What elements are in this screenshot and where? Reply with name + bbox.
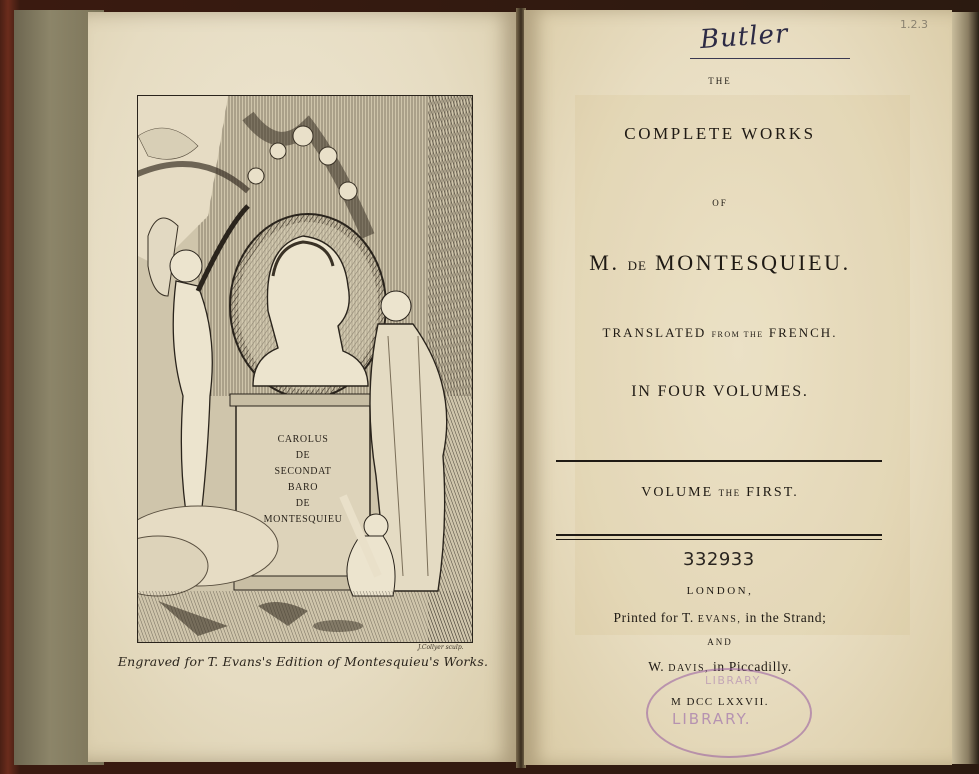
translated-word: TRANSLATED [602, 325, 707, 340]
pedestal-line: BARO [287, 482, 319, 493]
title-complete-works: COMPLETE WORKS [624, 124, 816, 143]
imprint-london: LONDON, [686, 585, 754, 597]
frontispiece-engraving [137, 95, 473, 643]
library-stamp-top-text: LIBRARY [705, 674, 761, 687]
title-author [555, 250, 885, 276]
ownership-signature: Butler [699, 18, 790, 56]
volume-the: THE [718, 488, 741, 498]
imprint-and: AND [707, 637, 733, 647]
engraver-credit: J.Collyer sculp. [418, 644, 464, 651]
title-rule-double-bottom [556, 539, 882, 540]
pedestal-line: SECONDAT [274, 466, 332, 477]
pedestal-line: CAROLUS [277, 434, 329, 445]
author-particle: DE [627, 258, 648, 273]
imprint-date: M DCC LXXVII. [670, 696, 770, 708]
title-volume-first [555, 485, 885, 501]
title-the: THE [708, 76, 732, 86]
davis-location: in Piccadilly. [713, 659, 792, 674]
printer-name: EVANS, [697, 614, 742, 625]
title-four-volumes: IN FOUR VOLUMES. [631, 383, 809, 400]
volume-first: FIRST. [746, 485, 799, 500]
pedestal-line: MONTESQUIEU [263, 514, 343, 525]
signature-underline [690, 58, 850, 59]
engraving-illustration [138, 96, 472, 642]
pedestal-line: DE [295, 450, 311, 461]
translated-language: FRENCH. [768, 325, 838, 340]
volume-word: VOLUME [641, 485, 714, 500]
davis-name: DAVIS, [668, 663, 710, 674]
title-of: OF [712, 198, 728, 208]
author-prefix: M. [589, 250, 620, 275]
title-rule [556, 460, 882, 462]
davis-initial: W. [648, 659, 665, 674]
author-name: MONTESQUIEU. [655, 250, 851, 275]
page-edge [952, 12, 979, 764]
printer-location: in the Strand; [745, 610, 827, 625]
title-translated [555, 325, 885, 341]
frontispiece-caption: Engraved for T. Evans's Edition of Montesquieu's Works. [117, 654, 489, 669]
translated-from-the: FROM THE [711, 330, 764, 339]
pedestal-line: DE [295, 498, 311, 509]
imprint-printed-for [555, 610, 885, 626]
title-rule-double-top [556, 534, 882, 536]
pedestal-inscription [244, 432, 362, 528]
library-stamp-text: LIBRARY. [672, 710, 752, 728]
printed-for: Printed for T. [613, 610, 694, 625]
pencil-mark: 1.2.3 [900, 18, 928, 31]
accession-number: 332933 [683, 549, 755, 570]
